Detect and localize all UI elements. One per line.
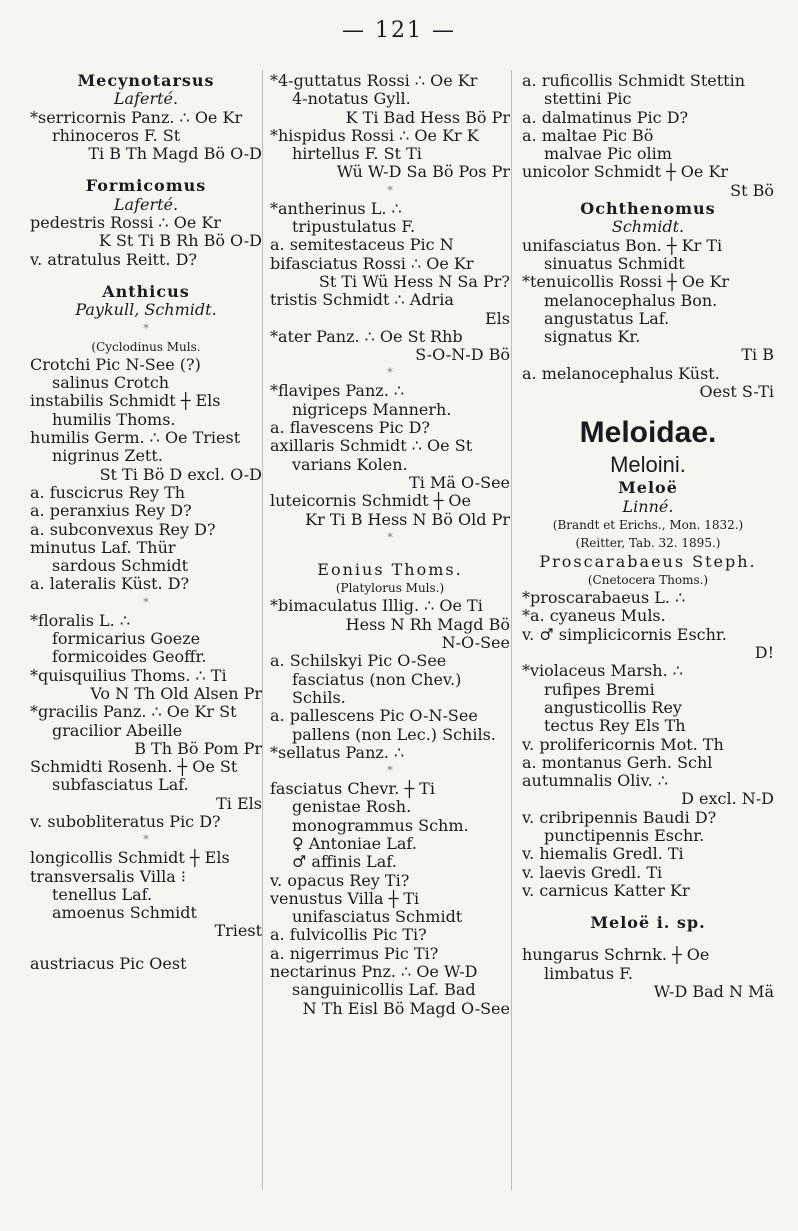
species-line: v. subobliteratus Pic D? (30, 812, 221, 831)
genus-heading: Formicomus (85, 177, 207, 196)
species-line: autumnalis Oliv. ∴ (522, 772, 668, 791)
species-line: St Ti Wü Hess N Sa Pr? (318, 272, 510, 291)
species-line: Crotchi Pic N-See (?) (30, 355, 201, 374)
species-line: a. lateralis Küst. D? (30, 575, 190, 594)
species-line: hirtellus F. St Ti (292, 145, 422, 164)
species-line: unifasciatus Bon. ┼ Kr Ti (522, 236, 723, 255)
species-line: (Brandt et Erichs., Mon. 1832.) (552, 517, 744, 532)
species-line: W-D Bad N Mä (653, 983, 774, 1002)
species-line: K St Ti B Rh Bö O-D (98, 232, 262, 251)
species-line: longicollis Schmidt ┼ Els (30, 849, 230, 868)
author-line: Laferté. (113, 90, 179, 109)
species-line: *serricornis Panz. ∴ Oe Kr (30, 108, 243, 127)
tribe-heading: Meloini. (610, 452, 686, 478)
species-line: sinuatus Schmidt (544, 254, 685, 273)
species-line: *bimaculatus Illig. ∴ Oe Ti (270, 597, 483, 616)
spacer (30, 269, 262, 283)
species-line: a. montanus Gerh. Schl (522, 753, 713, 772)
species-line: v. ♂ simplicicornis Eschr. (522, 625, 727, 644)
species-line: pallens (non Lec.) Schils. (292, 725, 496, 744)
family-heading: Meloidae. (579, 416, 717, 450)
species-line: B Th Bö Pom Pr (134, 739, 262, 758)
species-line: *flavipes Panz. ∴ (270, 382, 405, 401)
species-line: D excl. N-D (681, 790, 774, 809)
species-line: *sellatus Panz. ∴ (270, 743, 405, 762)
species-line: a. semitestaceus Pic N (270, 236, 454, 255)
column-divider (262, 70, 263, 1190)
species-line: bifasciatus Rossi ∴ Oe Kr (270, 254, 474, 273)
species-line: melanocephalus Bon. (544, 291, 718, 310)
author-line: Paykull, Schmidt. (75, 301, 217, 320)
separator-asterisk: * (387, 366, 393, 380)
species-line: tripustulatus F. (292, 218, 416, 237)
species-line: a. fuscicrus Rey Th (30, 483, 186, 502)
species-line: a. maltae Pic Bö (522, 126, 654, 145)
column-divider (511, 70, 512, 1190)
species-line: a. peranxius Rey D? (30, 502, 192, 521)
species-line: *violaceus Marsh. ∴ (522, 662, 683, 681)
species-line: genistae Rosh. (292, 798, 412, 817)
species-line: formicoides Geoffr. (52, 648, 207, 667)
species-line: K Ti Bad Hess Bö Pr (345, 108, 510, 127)
species-line: a. melanocephalus Küst. (522, 364, 720, 383)
author-line: Linné. (622, 497, 674, 516)
species-line: v. atratulus Reitt. D? (30, 250, 197, 269)
species-line: hungarus Schrnk. ┼ Oe (522, 946, 710, 965)
species-line: sanguinicollis Laf. Bad (292, 981, 476, 1000)
species-line: (Cnetocera Thoms.) (587, 572, 709, 587)
species-line: rhinoceros F. St (52, 126, 181, 145)
author-line: Schmidt. (611, 218, 685, 237)
species-line: *4-guttatus Rossi ∴ Oe Kr (270, 72, 478, 90)
species-line: monogrammus Schm. (292, 816, 469, 835)
species-line: amoenus Schmidt (52, 904, 197, 923)
species-line: tectus Rey Els Th (544, 717, 686, 736)
column-middle (270, 72, 510, 1018)
genus-heading: Meloë i. sp. (590, 914, 706, 933)
species-line: N-O-See (441, 634, 510, 653)
species-line: fasciatus (non Chev.) (292, 670, 462, 689)
species-line: rufipes Bremi (544, 680, 655, 699)
species-line: Ti Mä O-See (409, 473, 510, 492)
species-line: N Th Eisl Bö Magd O-See (302, 999, 510, 1018)
spacer (30, 941, 262, 955)
spacer (522, 932, 774, 946)
species-line: unifasciatus Schmidt (292, 908, 463, 927)
species-line: Ti Els (216, 794, 262, 813)
species-line: transversalis Villa ⁝ (30, 867, 186, 886)
genus-heading: Meloë (618, 479, 678, 498)
species-line: Oest S-Ti (699, 383, 774, 402)
species-line: Eonius Thoms. (317, 560, 463, 579)
species-line: axillaris Schmidt ∴ Oe St (270, 437, 473, 456)
species-line: Wü W-D Sa Bö Pos Pr (336, 163, 510, 182)
author-line: Laferté. (113, 195, 179, 214)
species-line: gracilior Abeille (52, 721, 183, 740)
species-line: ♀ Antoniae Laf. (292, 834, 417, 853)
species-line: sardous Schmidt (52, 557, 189, 576)
species-line: 4-notatus Gyll. (292, 90, 411, 109)
species-line: formicarius Goeze (52, 630, 201, 649)
species-line: *antherinus L. ∴ (270, 199, 402, 218)
species-line: limbatus F. (544, 964, 633, 983)
species-line: salinus Crotch (52, 374, 170, 393)
species-line: angustatus Laf. (544, 309, 670, 328)
species-line: nigriceps Mannerh. (292, 400, 452, 419)
species-line: S-O-N-D Bö (415, 346, 510, 365)
species-line: D! (754, 644, 774, 663)
species-line: a. flavescens Pic D? (270, 419, 431, 438)
species-line: *proscarabaeus L. ∴ (522, 589, 686, 608)
separator-asterisk: * (143, 595, 149, 609)
species-line: Ti B Th Magd Bö O-D (88, 145, 262, 164)
species-line: St Ti Bö D excl. O-D (99, 465, 262, 484)
spacer (30, 163, 262, 177)
species-line: stettini Pic (544, 90, 632, 109)
spacer (522, 401, 774, 415)
species-line: venustus Villa ┼ Ti (270, 889, 420, 908)
species-line: *gracilis Panz. ∴ Oe Kr St (30, 703, 237, 722)
species-line: tristis Schmidt ∴ Adria (270, 291, 454, 310)
species-line: a. subconvexus Rey D? (30, 520, 216, 539)
species-line: ♂ affinis Laf. (292, 853, 397, 872)
spacer (270, 547, 510, 561)
species-line: Schils. (292, 688, 346, 707)
species-line: *tenuicollis Rossi ┼ Oe Kr (522, 273, 730, 292)
separator-asterisk: * (387, 530, 393, 544)
species-line: Schmidti Rosenh. ┼ Oe St (30, 758, 238, 777)
species-line: v. opacus Rey Ti? (270, 871, 410, 890)
species-line: a. Schilskyi Pic O-See (270, 652, 447, 671)
separator-asterisk: * (387, 764, 393, 778)
species-line: Els (484, 309, 510, 328)
species-line: Triest (214, 922, 262, 941)
species-line: a. fulvicollis Pic Ti? (270, 926, 427, 945)
species-line: pedestris Rossi ∴ Oe Kr (30, 214, 221, 233)
species-line: a. ruficollis Schmidt Stettin (522, 72, 745, 90)
species-line: *hispidus Rossi ∴ Oe Kr K (270, 126, 479, 145)
separator-asterisk: * (143, 321, 149, 335)
species-line: *ater Panz. ∴ Oe St Rhb (270, 327, 463, 346)
species-line: v. prolifericornis Mot. Th (522, 735, 724, 754)
species-line: (Platylorus Muls.) (335, 581, 445, 596)
genus-heading: Mecynotarsus (77, 72, 215, 90)
species-line: nigrinus Zett. (52, 447, 163, 466)
species-line: v. laevis Gredl. Ti (522, 863, 663, 882)
separator-asterisk: * (387, 183, 393, 197)
species-line: austriacus Pic Oest (30, 954, 187, 973)
species-line: instabilis Schmidt ┼ Els (30, 392, 221, 411)
page-number: — 121 — (342, 18, 456, 43)
species-line: (Reitter, Tab. 32. 1895.) (575, 536, 721, 551)
species-line: malvae Pic olim (544, 145, 672, 164)
species-line: Proscarabaeus Steph. (539, 552, 757, 571)
species-line: tenellus Laf. (52, 885, 153, 904)
species-line: humilis Thoms. (52, 410, 176, 429)
species-line: punctipennis Eschr. (544, 826, 705, 845)
species-line: Kr Ti B Hess N Bö Old Pr (305, 510, 510, 529)
species-line: varians Kolen. (292, 455, 408, 474)
column-left (30, 72, 262, 973)
species-line: a. nigerrimus Pic Ti? (270, 944, 439, 963)
species-line: *a. cyaneus Muls. (522, 607, 666, 626)
species-line: Hess N Rh Magd Bö (345, 615, 510, 634)
species-line: *quisquilius Thoms. ∴ Ti (30, 666, 227, 685)
species-line: humilis Germ. ∴ Oe Triest (30, 429, 241, 448)
separator-asterisk: * (143, 833, 149, 847)
species-line: St Bö (730, 181, 774, 200)
species-line: Ti B (741, 346, 774, 365)
genus-heading: Ochthenomus (580, 200, 716, 219)
species-line: angusticollis Rey (544, 698, 682, 717)
species-line: Vo N Th Old Alsen Pr (90, 684, 262, 703)
species-line: minutus Laf. Thür (30, 538, 176, 557)
species-line: v. carnicus Katter Kr (522, 881, 690, 900)
species-line: nectarinus Pnz. ∴ Oe W-D (270, 963, 478, 982)
species-line: v. hiemalis Gredl. Ti (522, 845, 684, 864)
species-line: unicolor Schmidt ┼ Oe Kr (522, 163, 729, 182)
species-line: fasciatus Chevr. ┼ Ti (270, 780, 435, 799)
species-line: v. cribripennis Baudi D? (522, 808, 717, 827)
genus-heading: Anthicus (102, 282, 190, 301)
species-line: a. dalmatinus Pic D? (522, 108, 689, 127)
species-line: luteicornis Schmidt ┼ Oe (270, 492, 471, 511)
species-line: subfasciatus Laf. (52, 776, 189, 795)
species-line: *floralis L. ∴ (30, 611, 130, 630)
species-line: (Cyclodinus Muls. (91, 339, 201, 354)
species-line: signatus Kr. (544, 328, 641, 347)
column-right (522, 72, 774, 1001)
species-line: a. pallescens Pic O-N-See (270, 707, 478, 726)
spacer (522, 900, 774, 914)
